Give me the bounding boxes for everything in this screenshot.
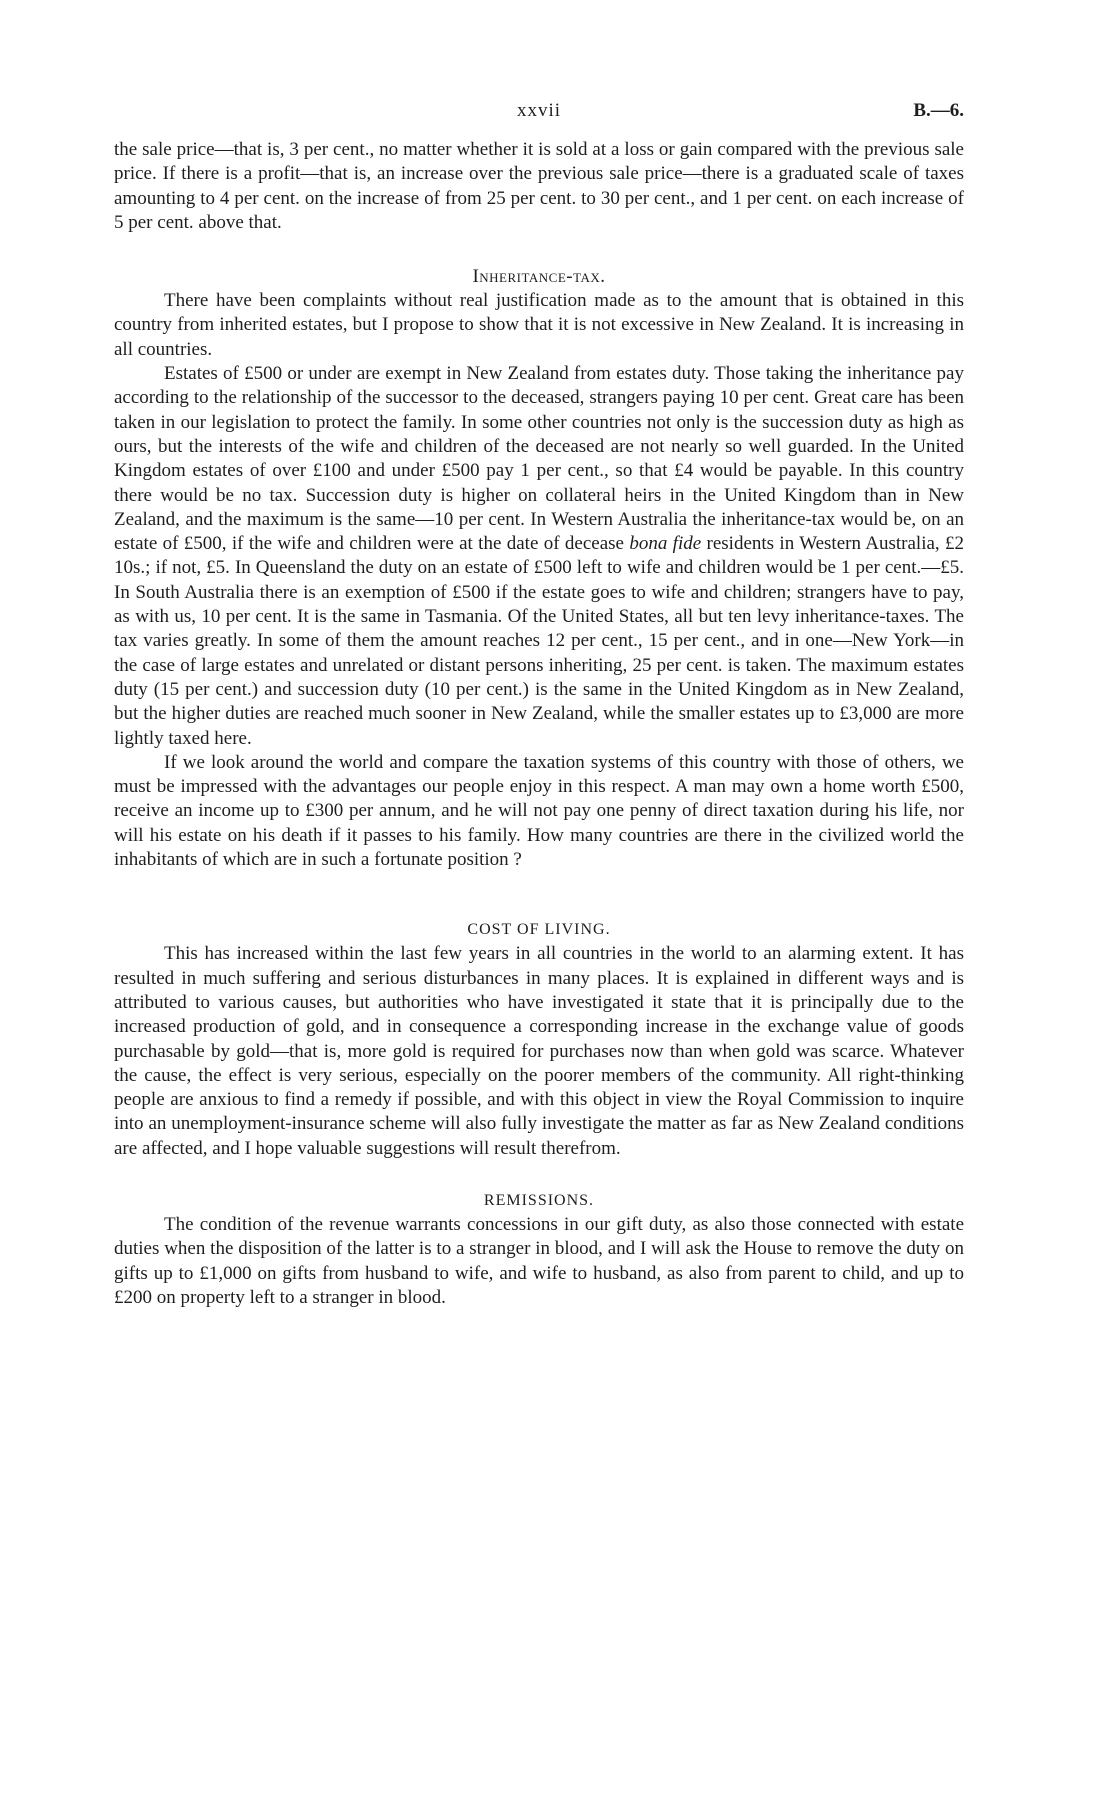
bona-fide-italic: bona fide (629, 533, 702, 555)
page-number: xxvii (516, 100, 562, 121)
cost-of-living-paragraph: This has increased within the last few years in all countries in the world to an alarming extent. It has resulted in much suffering and serious disturbances in many places. It is explained in different ways and is attributed to various causes, but authorities who have investigated it state that it is principally due to the increased production of gold, and in consequence a corresponding increase in the exchange value of goods purchasable by gold—that is, more gold is required for purchases now than when gold was scarce. Whatever the cause, the effect is very serious, especially on the poorer members of the community. All right-thinking people are anxious to find a remedy if possible, and with this object in view the Royal Commission to inquire into an unemployment-insurance scheme will also fully investigate the matter as far as New Zealand conditions are affected, and I hope valuable suggestions will result therefrom. (114, 943, 964, 1159)
remissions-paragraph: The condition of the revenue warrants concessions in our gift duty, as also those connected with estate duties when the disposition of the latter is to a stranger in blood, and I will ask the House to remove the duty on gifts up to £1,000 on gifts from husband to wife, and wife to husband, as also from parent to child, and up to £200 on property left to a stranger in blood. (114, 1213, 964, 1308)
inheritance-paragraph-2 (114, 362, 964, 751)
inheritance-paragraph-1: There have been complaints without real justification made as to the amount that is obtained in this country from inherited estates, but I propose to show that it is not excessive in New Zealand. It is increasing in all countries. (114, 290, 964, 360)
inheritance-paragraph-3: If we look around the world and compare the taxation systems of this country with those of others, we must be impressed with the advantages our people enjoy in this respect. A man may own a home worth £500, receive an income up to £300 per annum, and he will not pay one penny of direct taxation during his life, nor will his estate on his death if it passes to his family. How many countries are there in the civilized world the inhabitants of which are in such a fortunate position ? (114, 751, 964, 871)
page-header (114, 100, 964, 138)
section-heading-cost-of-living: COST OF LIVING. (467, 921, 611, 939)
document-page (114, 100, 964, 1310)
section-heading-inheritance: Inheritance-tax. (472, 266, 606, 288)
intro-paragraph: the sale price—that is, 3 per cent., no matter whether it is sold at a loss or gain compared with the previous sale price. If there is a profit—that is, an increase over the previous sale price—there is a graduated scale of taxes amounting to 4 per cent. on the increase of from 25 per cent. to 30 per cent., and 1 per cent. on each increase of 5 per cent. above that. (114, 139, 964, 233)
document-reference: B.—6. (913, 100, 964, 121)
inheritance-paragraph-2-part-1: Estates of £500 or under are exempt in New Zealand from estates duty. Those taking the inheritance pay according to the relationship of the successor to the deceased, strangers paying 10 per cent. Great care has been taken in our legislation to protect the family. In some other countries not only is the succession duty as high as ours, but the interests of the wife and children of the deceased are not nearly so well guarded. In the United Kingdom estates of over £100 and under £500 pay 1 per cent., so that £4 would be payable. In this country there would be no tax. Succession duty is higher on collateral heirs in the United Kingdom than in New Zealand, and the maximum is the same—10 per cent. In Western Australia the inheritance-tax would be, on an estate of £500, if the wife and children were at the date of decease (114, 363, 964, 555)
inheritance-paragraph-2-part-2: residents in Western Australia, £2 10s.; if not, £5. In Queensland the duty on an estate of £500 left to wife and children would be 1 per cent.—£5. In South Australia there is an exemption of £500 if the estate goes to wife and children; strangers have to pay, as with us, 10 per cent. It is the same in Tasmania. Of the United States, all but ten levy inheritance-taxes. The tax varies greatly. In some of them the amount reaches 12 per cent., 15 per cent., and in one—New York—in the case of large estates and unrelated or distant persons inheriting, 25 per cent. is taken. The maximum estates duty (15 per cent.) and succession duty (10 per cent.) is the same in the United Kingdom as in New Zealand, but the higher duties are reached much sooner in New Zealand, while the smaller estates up to £3,000 are more lightly taxed here. (114, 533, 965, 749)
section-heading-remissions: REMISSIONS. (483, 1191, 595, 1209)
